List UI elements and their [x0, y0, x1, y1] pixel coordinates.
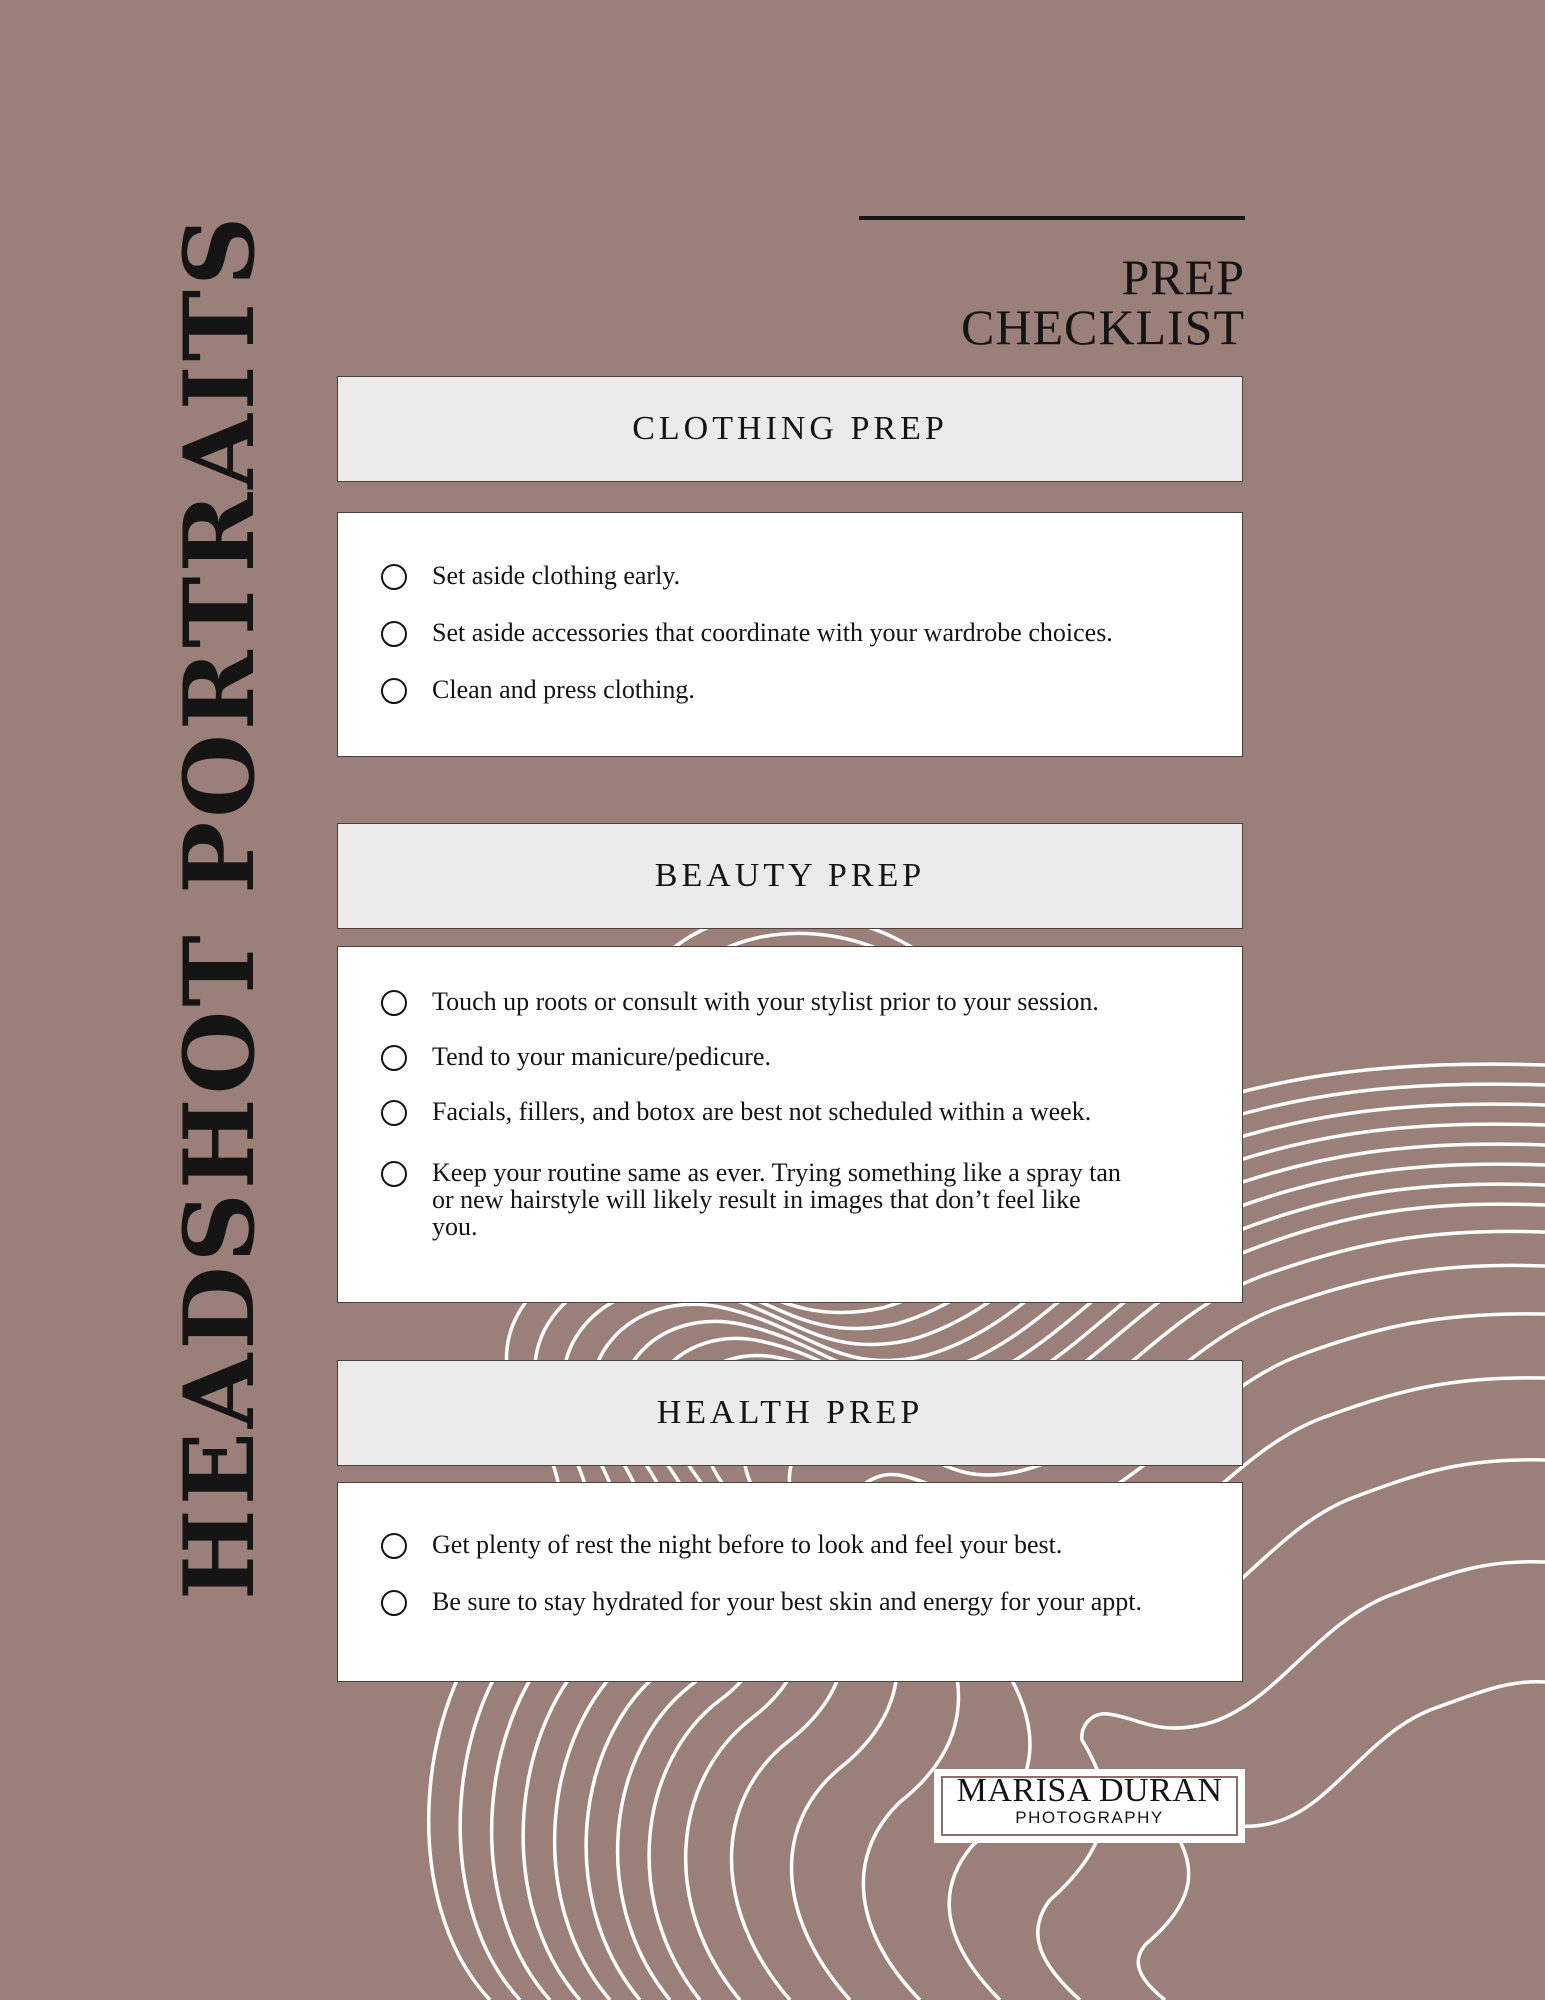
logo-subtitle: PHOTOGRAPHY — [1015, 1808, 1164, 1827]
radio-circle-icon[interactable] — [381, 1533, 407, 1559]
checklist-item[interactable] — [381, 1098, 1222, 1126]
checklist-item-label: Keep your routine same as ever. Trying something like a spray tan or new hairstyle will likely result in images that don’t feel like you. — [432, 1158, 1121, 1241]
clothing-prep-heading: CLOTHING PREP — [337, 376, 1243, 482]
page-title: PREP CHECKLIST — [961, 249, 1245, 355]
checklist-item-label: Set aside clothing early. — [432, 561, 681, 590]
checklist-item[interactable] — [381, 562, 1222, 590]
checklist-item-label: Clean and press clothing. — [432, 675, 695, 704]
health-prep-heading: HEALTH PREP — [337, 1360, 1243, 1466]
logo-name: MARISA DURAN — [956, 1772, 1223, 1809]
beauty-prep-heading: BEAUTY PREP — [337, 823, 1243, 929]
checklist-item-label: Touch up roots or consult with your stylist prior to your session. — [432, 987, 1099, 1016]
radio-circle-icon[interactable] — [381, 1161, 407, 1187]
checklist-item[interactable] — [381, 619, 1222, 647]
checklist-item-label: Facials, fillers, and botox are best not scheduled within a week. — [432, 1097, 1092, 1126]
radio-circle-icon[interactable] — [381, 678, 407, 704]
brand-logo — [934, 1769, 1245, 1843]
radio-circle-icon[interactable] — [381, 1100, 407, 1126]
checklist-item[interactable] — [381, 1159, 1122, 1240]
checklist-item-label: Be sure to stay hydrated for your best skin and energy for your appt. — [432, 1587, 1143, 1616]
radio-circle-icon[interactable] — [381, 990, 407, 1016]
vertical-page-title: HEADSHOT PORTRAITS — [163, 212, 276, 1600]
checklist-item[interactable] — [381, 1588, 1222, 1616]
radio-circle-icon[interactable] — [381, 1590, 407, 1616]
radio-circle-icon[interactable] — [381, 621, 407, 647]
health-prep-list — [337, 1482, 1243, 1682]
title-rule — [859, 216, 1245, 220]
checklist-item-label: Tend to your manicure/pedicure. — [432, 1042, 771, 1071]
radio-circle-icon[interactable] — [381, 1045, 407, 1071]
clothing-prep-list — [337, 512, 1243, 757]
checklist-item[interactable] — [381, 676, 1222, 704]
radio-circle-icon[interactable] — [381, 564, 407, 590]
checklist-item[interactable] — [381, 988, 1222, 1016]
checklist-item-label: Get plenty of rest the night before to look and feel your best. — [432, 1530, 1063, 1559]
checklist-item[interactable] — [381, 1043, 1222, 1071]
checklist-item-label: Set aside accessories that coordinate with your wardrobe choices. — [432, 618, 1113, 647]
checklist-item[interactable] — [381, 1531, 1222, 1559]
beauty-prep-list — [337, 946, 1243, 1303]
